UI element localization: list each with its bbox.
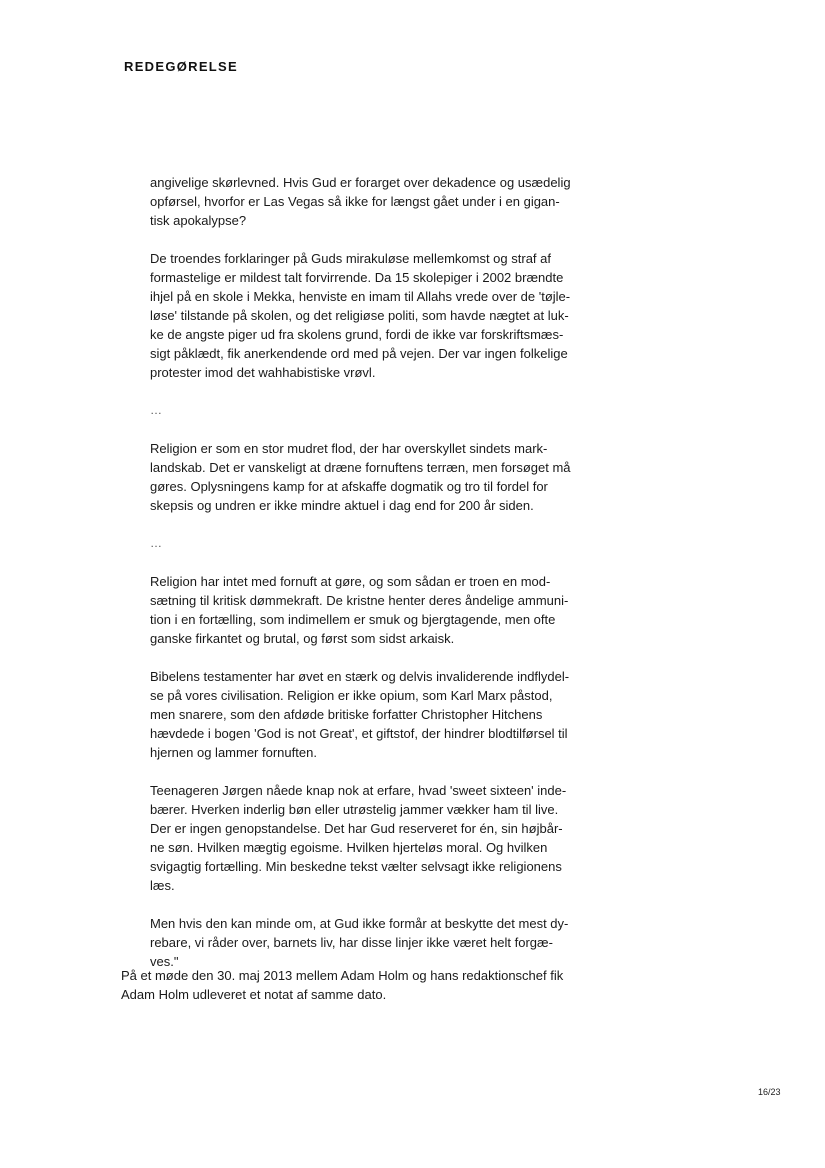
quote-paragraph: Teenageren Jørgen nåede knap nok at erfare, hvad 'sweet sixteen' inde- bærer. Hverken inderlig bøn eller utrøstelig jammer vækker ham til live. Der er ingen genopstandelse. Det har Gud reserveret for én, sin højbår- ne søn. Hvilken mægtig egoisme. Hvilken hjerteløs moral. Og hvilken svigagtig fortælling. Min beskedne tekst vælter selvsagt ikke religionens læs. xyxy=(150,783,567,893)
quote-paragraph: De troendes forklaringer på Guds mirakuløse mellemkomst og straf af formastelige er mildest talt forvirrende. Da 15 skolepiger i 2002 brændte ihjel på en skole i Mekka, henviste en imam til Allahs vrede over de 'tøjle- løse' tilstande på skolen, og det religiøse politi, som havde nægtet at luk- ke de angste piger ud fra skolens grund, fordi de ikke var forskriftsmæs- sigt påklædt, fik anerkendende ord med på vejen. Der var ingen folkelige protester imod det wahhabistiske vrøvl. xyxy=(150,251,571,380)
quote-paragraph: Religion har intet med fornuft at gøre, og som sådan er troen en mod- sætning til kritisk dømmekraft. De kristne henter deres åndelige ammuni- tion i en fortælling, som indimellem er smuk og bjergtagende, men ofte ganske firkantet og brutal, og først som sidst arkaisk. xyxy=(150,574,569,646)
document-header-title: REDEGØRELSE xyxy=(124,59,238,74)
quote-paragraph: Men hvis den kan minde om, at Gud ikke formår at beskytte det mest dy- rebare, vi råder over, barnets liv, har disse linjer ikke været helt forgæ- ves." xyxy=(150,916,569,969)
body-paragraph: På et møde den 30. maj 2013 mellem Adam Holm og hans redaktionschef fik Adam Holm udleveret et notat af samme dato. xyxy=(121,968,564,1002)
quote-paragraph: Bibelens testamenter har øvet en stærk og delvis invaliderende indflydel- se på vores civilisation. Religion er ikke opium, som Karl Marx påstod, men snarere, som den afdøde britiske forfatter Christopher Hitchens hævdede i bogen 'God is not Great', et giftstof, der hindrer blodtilførsel til hjernen og lammer fornuften. xyxy=(150,669,570,760)
quoted-text-block xyxy=(150,173,595,990)
omission-ellipsis: … xyxy=(150,403,163,417)
omission-ellipsis: … xyxy=(150,536,163,550)
quote-paragraph: Religion er som en stor mudret flod, der har overskyllet sindets mark- landskab. Det er vanskeligt at dræne fornuftens terræn, men forsøget må gøres. Oplysningens kamp for at afskaffe dogmatik og tro til fordel for skepsis og undren er ikke mindre aktuel i dag end for 200 år siden. xyxy=(150,441,571,513)
page-number: 16/23 xyxy=(758,1087,781,1097)
quote-paragraph: angivelige skørlevned. Hvis Gud er forarget over dekadence og usædelig opførsel, hvorfor er Las Vegas så ikke for længst gået under i en gigan- tisk apokalypse? xyxy=(150,175,571,228)
